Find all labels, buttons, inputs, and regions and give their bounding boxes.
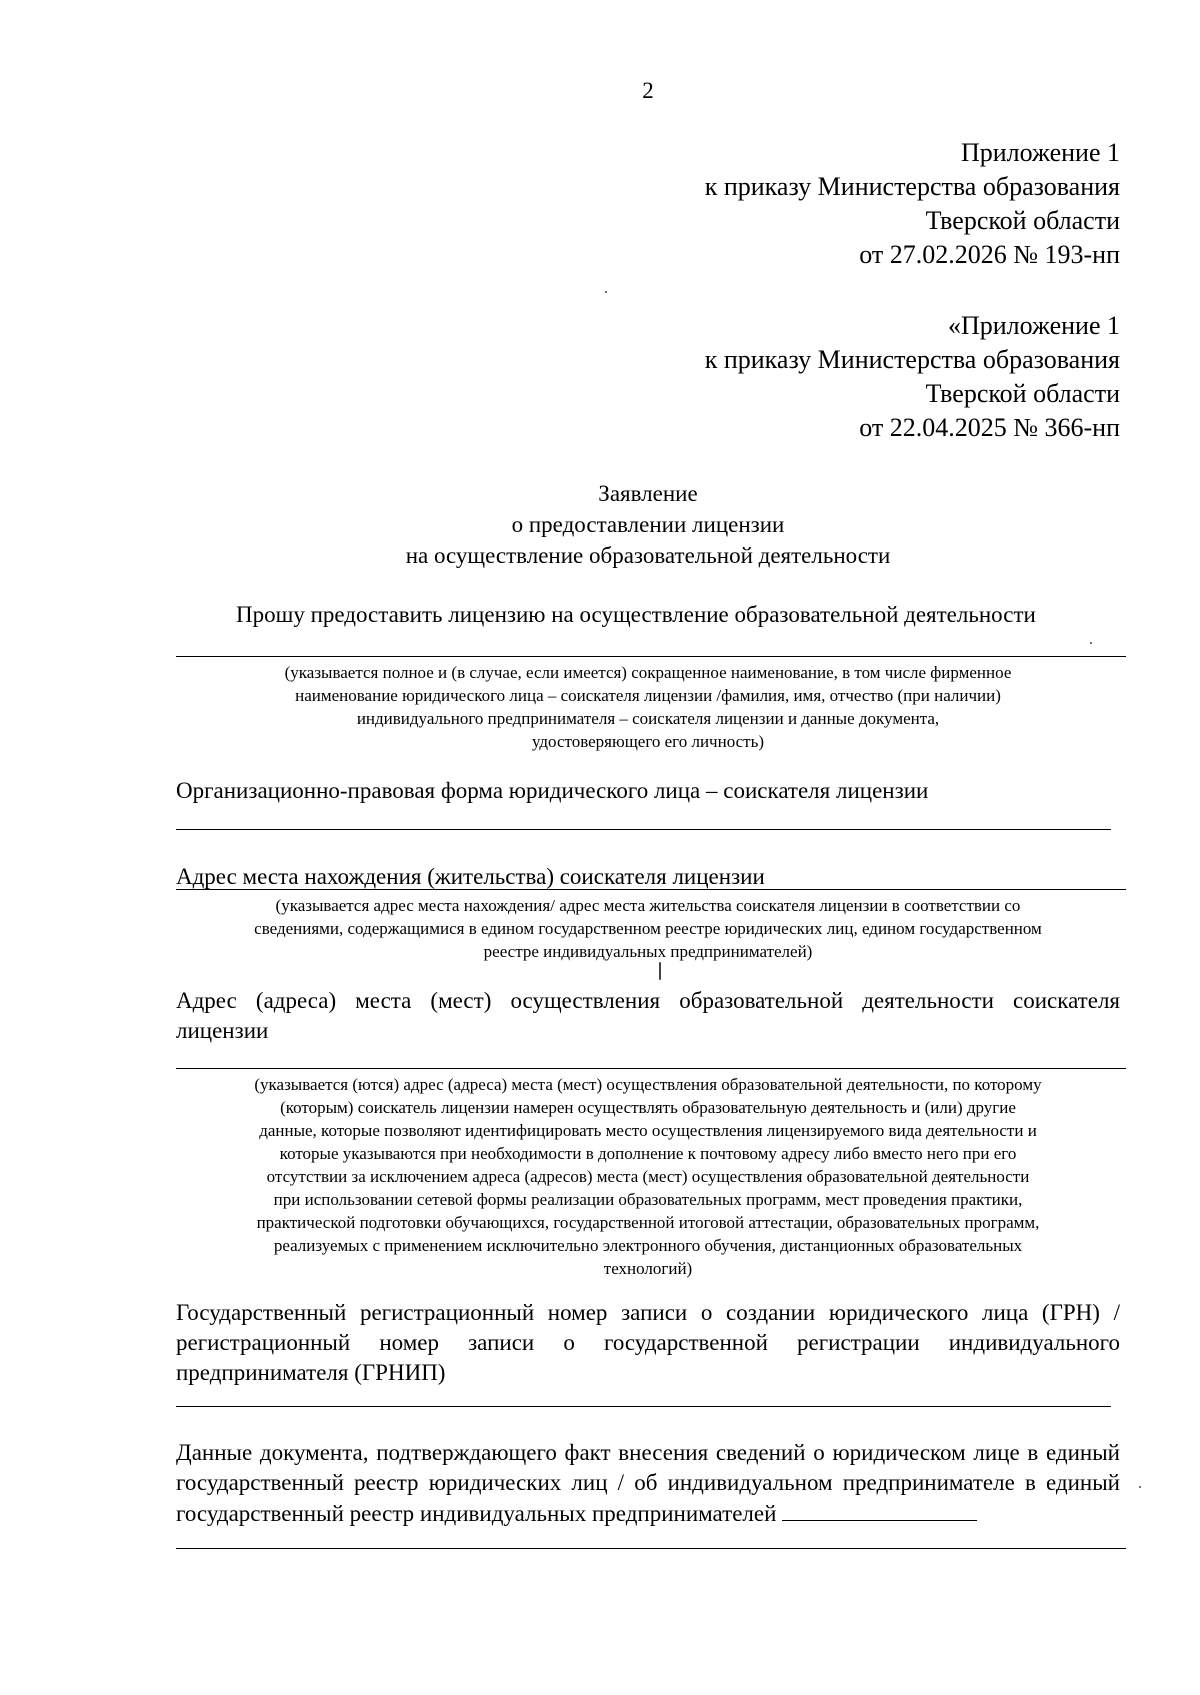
activity-address-note: (указывается (ются) адрес (адреса) места (мест) осуществления образовательной деятельности, по которому (которым) соискатель лицензии намерен осуществлять образовательную деятельность и (или) другие данные, которые позволяют идентифицировать место осуществления лицензируемого вида деятельности и которые указываются при необходимости в дополнение к почтовому адресу либо вместо него при его отсутствии за исключением адреса (адресов) места (мест) осуществления образовательной деятельности при использовании сетевой формы реализации образовательных программ, мест проведения практики, практической подготовки обучающихся, государственной итоговой аттестации, образовательных программ, реализуемых с применением исключительно электронного обучения, дистанционных образовательных технологий)	[254, 1075, 1042, 1278]
appendix-current	[560, 136, 1120, 272]
appendix-previous-title: «Приложение 1	[947, 311, 1120, 340]
activity-address-label: Адрес (адреса) места (мест) осуществления образовательной деятельности соискателя лицензии	[176, 988, 1120, 1043]
appendix-current-title: Приложение 1	[960, 138, 1120, 167]
request-text: Прошу предоставить лицензию на осуществление образовательной деятельности	[236, 602, 1036, 627]
scan-speck	[1139, 1486, 1141, 1488]
appendix-previous	[560, 309, 1120, 445]
appendix-previous-region: Тверской области	[925, 379, 1120, 408]
appendix-current-date: от 27.02.2026 № 193-нп	[859, 240, 1120, 269]
address-note: (указывается адрес места нахождения/ адрес места жительства соискателя лицензии в соответствии со сведениями, содержащимися в едином государственном реестре юридических лиц, едином государственном реестре индивидуальных предпринимателей)	[254, 896, 1042, 961]
document-title	[0, 478, 1200, 571]
registration-number-field-line[interactable]	[176, 1406, 1111, 1407]
registry-document-field-line[interactable]	[176, 1548, 1126, 1549]
request-field-line[interactable]	[176, 656, 1126, 657]
scan-speck	[605, 291, 607, 293]
registration-number-label: Государственный регистрационный номер записи о создании юридического лица (ГРН) / регистрационный номер записи о государственной регистрации индивидуального предпринимателя (ГРНИП)	[176, 1300, 1120, 1385]
page-number: 2	[642, 78, 654, 103]
legal-form-field-line[interactable]	[176, 829, 1111, 830]
registry-document-label	[176, 1438, 1120, 1529]
activity-address-field-line[interactable]	[176, 1068, 1126, 1069]
legal-form-label: Организационно-правовая форма юридического лица – соискателя лицензии	[176, 778, 929, 803]
registry-document-text: Данные документа, подтверждающего факт внесения сведений о юридическом лице в единый государственный реестр юридических лиц / об индивидуальном предпринимателе в единый государственный реестр индивидуальных предпринимателей	[176, 1440, 1120, 1526]
appendix-current-region: Тверской области	[925, 206, 1120, 235]
appendix-previous-order: к приказу Министерства образования	[704, 345, 1120, 374]
scan-speck	[1090, 642, 1092, 644]
registry-document-inline-blank[interactable]	[782, 1498, 977, 1521]
scan-speck	[659, 962, 661, 980]
address-label: Адрес места нахождения (жительства) соискателя лицензии	[176, 864, 765, 889]
title-line-2: о предоставлении лицензии	[511, 512, 785, 537]
address-field-line[interactable]	[176, 889, 1126, 890]
request-note: (указывается полное и (в случае, если имеется) сокращенное наименование, в том числе фирменное наименование юридического лица – соискателя лицензии /фамилия, имя, отчество (при наличии) индивидуального предпринимателя – соискателя лицензии и данные документа, удостоверяющего его личность)	[284, 663, 1012, 751]
appendix-previous-date: от 22.04.2025 № 366-нп	[859, 413, 1120, 442]
title-line-3: на осуществление образовательной деятельности	[405, 543, 891, 568]
appendix-current-order: к приказу Министерства образования	[704, 172, 1120, 201]
title-line-1: Заявление	[598, 481, 698, 506]
